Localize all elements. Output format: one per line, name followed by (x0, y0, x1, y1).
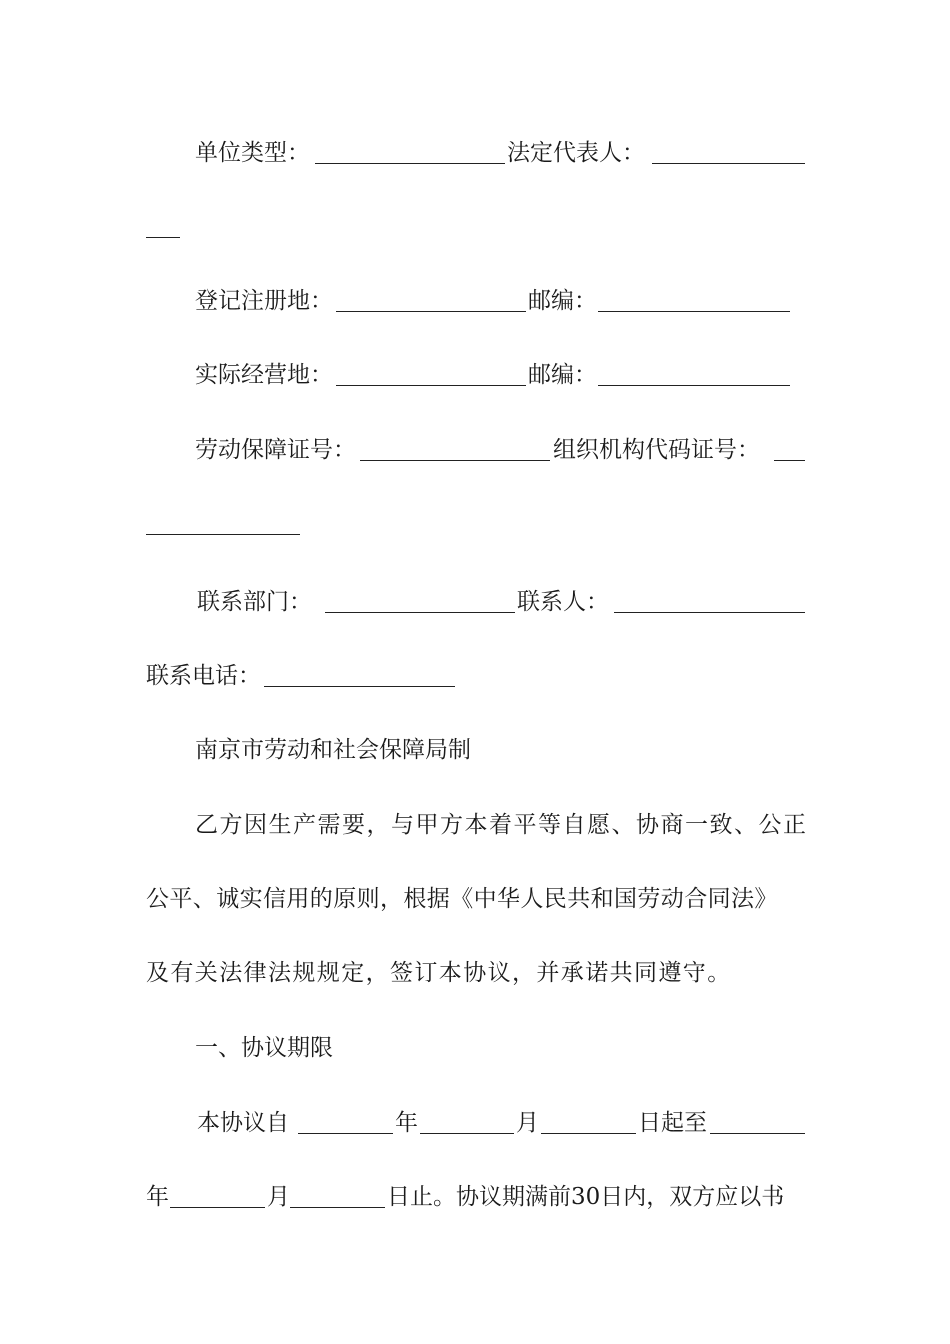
start-day-blank[interactable] (541, 1133, 636, 1134)
year-label: 年 (395, 1110, 418, 1136)
contact-person-label: 联系人： (517, 589, 609, 615)
contact-phone-row (0, 656, 950, 696)
contact-phone-label: 联系电话： (146, 663, 261, 689)
preamble-line (0, 805, 950, 845)
reg-address-label: 登记注册地： (195, 288, 333, 314)
contact-row (0, 582, 950, 622)
end-day-blank[interactable] (290, 1207, 385, 1208)
postcode-blank[interactable] (598, 385, 790, 386)
preamble-line (0, 879, 950, 919)
preamble-text: 公平、诚实信用的原则，根据《中华人民共和国劳动合同法》 (146, 886, 778, 912)
postcode-label: 邮编： (528, 362, 597, 388)
labor-cert-row (0, 430, 950, 470)
month-label: 月 (267, 1184, 290, 1210)
contact-phone-blank[interactable] (264, 686, 455, 687)
term-tail-text: 日止。协议期满前30日内，双方应以书 (387, 1184, 785, 1210)
actual-address-row (0, 355, 950, 395)
org-code-label: 组织机构代码证号： (553, 437, 760, 463)
day-to-text: 日起至 (638, 1110, 707, 1136)
section-heading: 一、协议期限 (195, 1035, 333, 1061)
org-code-blank[interactable] (774, 460, 805, 461)
term-row (0, 1103, 950, 1143)
issuer-row (0, 730, 950, 770)
labor-cert-label: 劳动保障证号： (195, 437, 356, 463)
unit-type-row (0, 133, 950, 173)
org-code-blank-continued[interactable] (146, 534, 300, 535)
legal-rep-blank-wrap (0, 207, 950, 247)
end-year-blank[interactable] (710, 1133, 805, 1134)
issuer-text: 南京市劳动和社会保障局制 (195, 737, 471, 763)
reg-address-blank[interactable] (336, 311, 526, 312)
term-row (0, 1177, 950, 1217)
legal-rep-blank-continued[interactable] (146, 237, 180, 238)
year-label: 年 (146, 1184, 169, 1210)
legal-rep-blank[interactable] (652, 163, 805, 164)
unit-type-blank[interactable] (315, 163, 505, 164)
unit-type-label: 单位类型： (195, 140, 310, 166)
month-label: 月 (516, 1110, 539, 1136)
org-code-blank-wrap (0, 504, 950, 544)
contact-dept-blank[interactable] (325, 612, 515, 613)
preamble-text: 及有关法律法规规定，签订本协议，并承诺共同遵守。 (146, 960, 732, 986)
term-from-text: 本协议自 (197, 1110, 289, 1136)
postcode-label: 邮编： (528, 288, 597, 314)
preamble-text: 乙方因生产需要，与甲方本着平等自愿、协商一致、公正 (195, 812, 808, 838)
start-year-blank[interactable] (298, 1133, 393, 1134)
contact-person-blank[interactable] (614, 612, 805, 613)
labor-cert-blank[interactable] (360, 460, 550, 461)
contact-dept-label: 联系部门： (197, 589, 312, 615)
actual-address-label: 实际经营地： (195, 362, 333, 388)
postcode-blank[interactable] (598, 311, 790, 312)
reg-address-row (0, 281, 950, 321)
end-month-blank[interactable] (170, 1207, 265, 1208)
preamble-line (0, 953, 950, 993)
actual-address-blank[interactable] (336, 385, 526, 386)
start-month-blank[interactable] (420, 1133, 514, 1134)
legal-rep-label: 法定代表人： (507, 140, 645, 166)
section-heading-row (0, 1028, 950, 1068)
